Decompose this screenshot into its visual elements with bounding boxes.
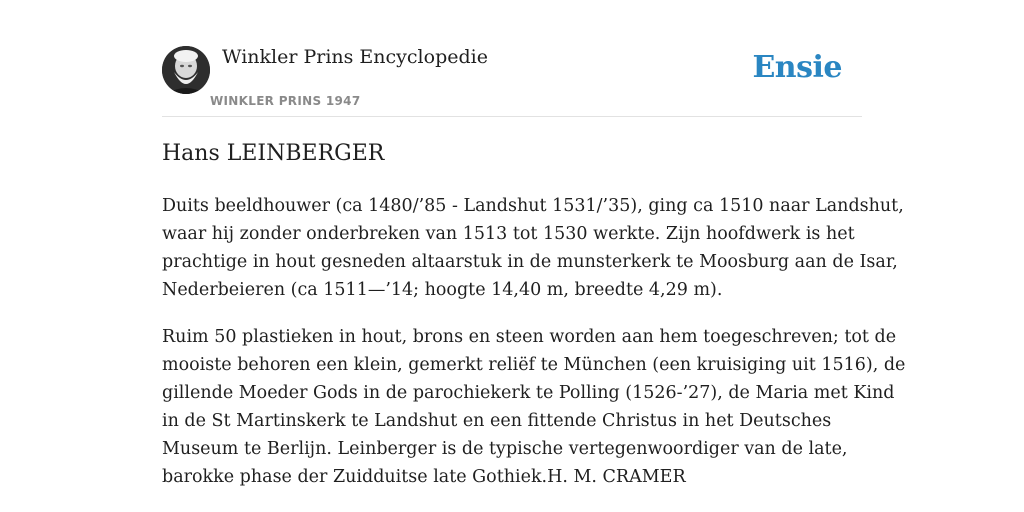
- paragraph-line: mooiste behoren een klein, gemerkt reliëf te München (een kruisiging uit 1516), de: [162, 355, 906, 375]
- avatar[interactable]: [162, 46, 210, 94]
- paragraph-line: gillende Moeder Gods in de parochiekerk te Polling (1526-’27), de Maria met Kind: [162, 383, 895, 403]
- paragraph-line: Ruim 50 plastieken in hout, brons en steen worden aan hem toegeschreven; tot de: [162, 327, 897, 347]
- article-paragraph-2: [162, 323, 906, 491]
- article-paragraph-1: [162, 192, 904, 304]
- paragraph-line: Museum te Berlijn. Leinberger is de typische vertegenwoordiger van de late,: [162, 439, 848, 459]
- brand-logo[interactable]: Ensie: [752, 50, 842, 85]
- paragraph-line: Duits beeldhouwer (ca 1480/’85 - Landshut 1531/’35), ging ca 1510 naar Landshut,: [162, 196, 904, 216]
- edition-label[interactable]: WINKLER PRINS 1947: [210, 94, 361, 108]
- site-name[interactable]: Winkler Prins Encyclopedie: [222, 46, 488, 68]
- paragraph-line: in de St Martinskerk te Landshut en een fittende Christus in het Deutsches: [162, 411, 832, 431]
- header: [162, 0, 862, 117]
- paragraph-line: barokke phase der Zuidduitse late Gothiek.H. M. CRAMER: [162, 467, 686, 487]
- page: [162, 0, 906, 512]
- paragraph-line: waar hij zonder onderbreken van 1513 tot 1530 werkte. Zijn hoofdwerk is het: [162, 224, 855, 244]
- bearded-man-portrait-icon: [162, 46, 210, 94]
- article-title: Hans LEINBERGER: [162, 141, 385, 166]
- paragraph-line: prachtige in hout gesneden altaarstuk in de munsterkerk te Moosburg aan de Isar,: [162, 252, 898, 272]
- paragraph-line: Nederbeieren (ca 1511—’14; hoogte 14,40 m, breedte 4,29 m).: [162, 280, 723, 300]
